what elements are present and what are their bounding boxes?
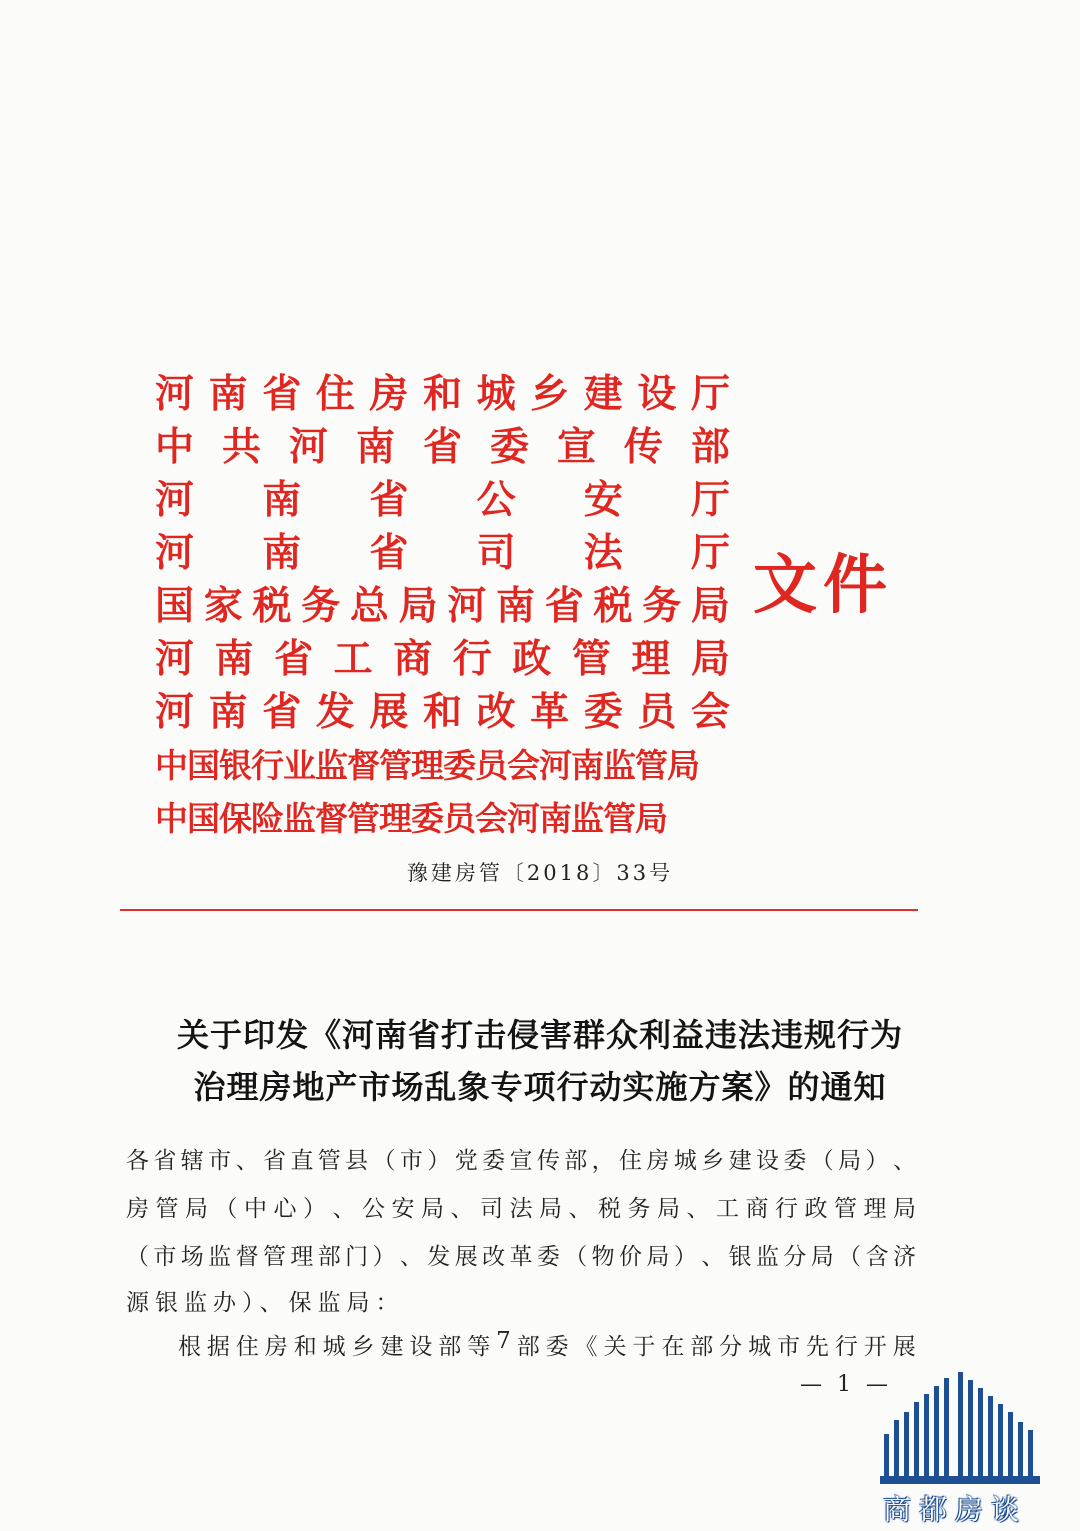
logo-bar	[998, 1404, 1003, 1484]
logo-bar	[894, 1420, 899, 1484]
title-line-1: 关于印发《河南省打击侵害群众利益违法违规行为	[176, 1016, 903, 1054]
issuer-line: 河 南 省 工 商 行 政 管 理 局	[155, 636, 730, 682]
watermark-text: 商都房谈	[882, 1493, 1027, 1526]
logo-base	[880, 1476, 1040, 1484]
addressee-line-1: 各 省 辖 市 、 省 直 管 县 （ 市 ） 党 委 宣 传 部 ， 住 房 城 乡 建 设 委 （ 局 ） 、	[126, 1148, 916, 1174]
logo-bar	[978, 1388, 983, 1484]
addressee-line-2: 房 管 局 （ 中 心 ） 、 公 安 局 、 司 法 局 、 税 务 局 、 工 商 行 政 管 理 局	[126, 1196, 916, 1222]
logo-bar	[968, 1380, 973, 1484]
logo-bar	[924, 1394, 929, 1484]
logo-bar	[988, 1396, 993, 1484]
building-bars-icon	[880, 1372, 1040, 1484]
issuer-line: 河 南 省 发 展 和 改 革 委 员 会	[155, 689, 730, 735]
page-number: — 1 —	[800, 1372, 892, 1397]
logo-bar	[914, 1402, 919, 1484]
addressee-line-4: 源银监办）、保监局：	[126, 1290, 405, 1316]
issuer-line: 中 共 河 南 省 委 宣 传 部	[155, 424, 730, 470]
title-line-2: 治理房地产市场乱象专项行动实施方案》的通知	[193, 1068, 887, 1106]
issuer-line: 河 南 省 公 安 厅	[155, 477, 730, 523]
logo-bar	[1018, 1422, 1023, 1484]
body-paragraph-start: 根 据 住 房 和 城 乡 建 设 部 等 7 部 委 《 关 于 在 部 分 城 市 先 行 开 展	[178, 1328, 916, 1360]
issuer-line: 中国保险监督管理委员会河南监管局	[155, 799, 667, 838]
issuer-line: 中国银行业监督管理委员会河南监管局	[155, 746, 699, 785]
red-separator-line	[120, 909, 918, 911]
document-type-label: 文件	[753, 548, 893, 623]
logo-bar	[944, 1378, 949, 1484]
issuing-departments	[155, 368, 730, 845]
logo-bar	[958, 1372, 963, 1484]
addressee-line-3: （ 市 场 监 督 管 理 部 门 ） 、 发 展 改 革 委 （ 物 价 局 ） 、 银 监 分 局 （ 含 济	[126, 1244, 916, 1270]
issuer-line: 国 家 税 务 总 局 河 南 省 税 务 局	[155, 583, 730, 629]
logo-bar	[1008, 1412, 1013, 1484]
document-number: 豫建房管〔2018〕33号	[406, 861, 674, 885]
logo-bar	[1028, 1430, 1033, 1484]
watermark-logo	[860, 1372, 1050, 1526]
issuer-line: 河 南 省 司 法 厅	[155, 530, 730, 576]
logo-bar	[904, 1412, 909, 1484]
logo-bar	[934, 1386, 939, 1484]
issuer-line: 河 南 省 住 房 和 城 乡 建 设 厅	[155, 371, 730, 417]
